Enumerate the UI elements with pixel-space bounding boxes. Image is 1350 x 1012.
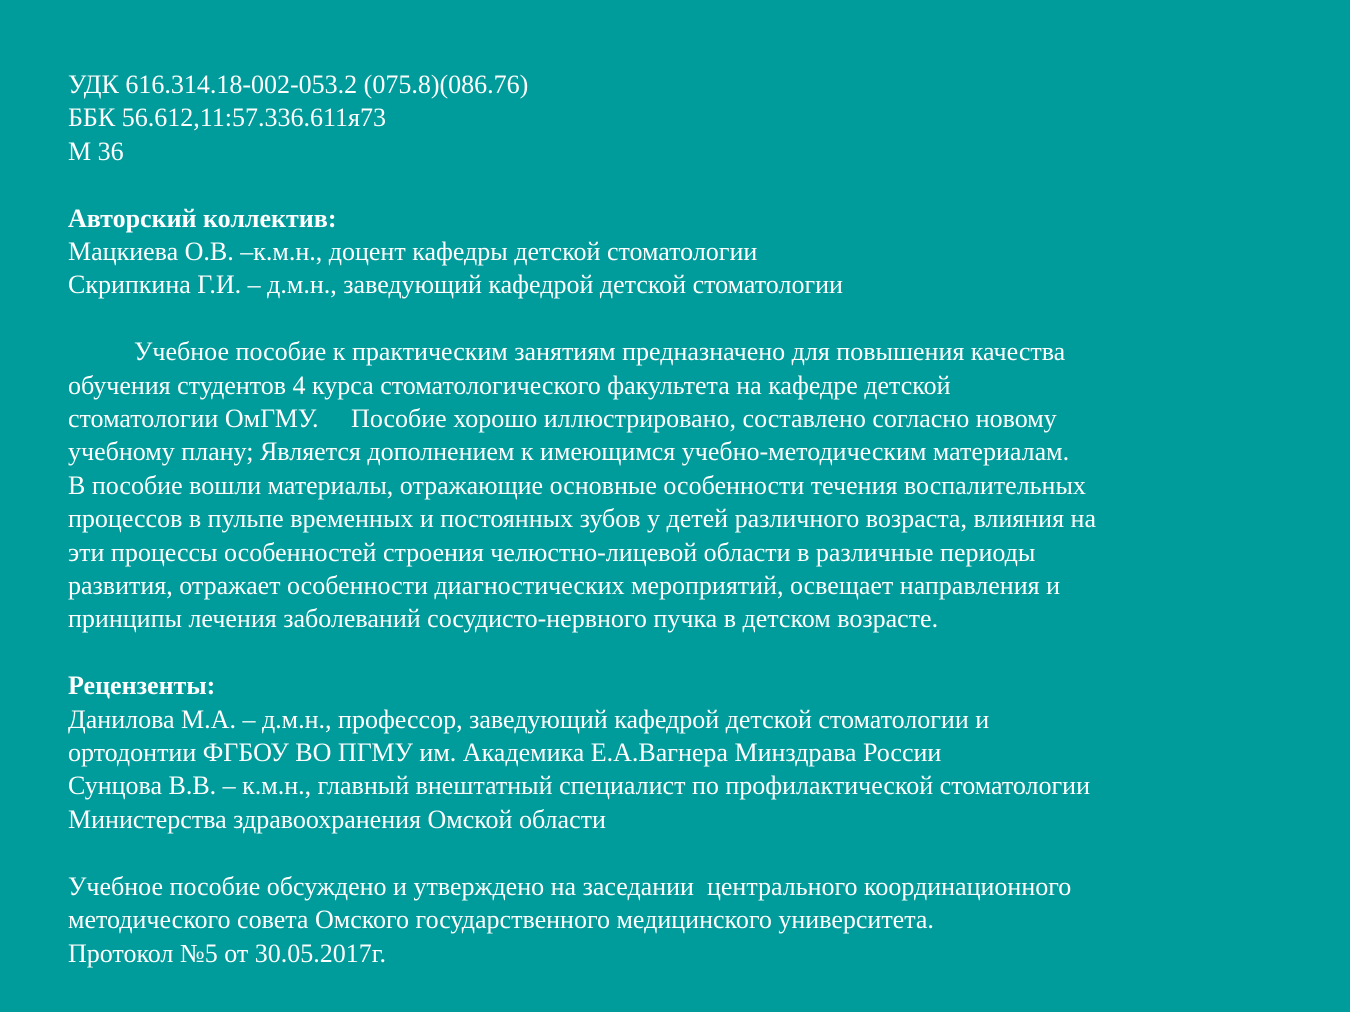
annotation-line: принципы лечения заболеваний сосудисто-нервного пучка в детском возрасте.	[68, 604, 939, 634]
annotation-line: эти процессы особенностей строения челюстно-лицевой области в различные периоды	[68, 537, 1036, 567]
spacer	[68, 168, 1350, 201]
annotation-line: учебному плану; Является дополнением к имеющимся учебно-методическим материалам.	[68, 437, 1070, 467]
annotation-line: процессов в пульпе временных и постоянных зубов у детей различного возраста, влияния на	[68, 504, 1096, 534]
authors-heading: Авторский коллектив:	[68, 203, 337, 233]
author-mark: М 36	[68, 136, 124, 166]
classification-block	[68, 68, 1350, 168]
annotation-block	[68, 335, 1350, 636]
reviewer-line: Министерства здравоохранения Омской области	[68, 804, 606, 834]
protocol-line: Протокол №5 от 30.05.2017г.	[68, 938, 386, 968]
reviewer-line: Сунцова В.В. – к.м.н., главный внештатный специалист по профилактической стоматологии	[68, 771, 1090, 801]
spacer	[68, 836, 1350, 869]
annotation-line: обучения студентов 4 курса стоматологического факультета на кафедре детской	[68, 370, 951, 400]
approval-block	[68, 870, 1350, 970]
spacer	[68, 302, 1350, 335]
author-line: Мацкиева О.В. –к.м.н., доцент кафедры детской стоматологии	[68, 237, 758, 267]
udk-code: УДК 616.314.18-002-053.2 (075.8)(086.76)	[68, 70, 529, 99]
approval-line: Учебное пособие обсуждено и утверждено на заседании центрального координационного	[68, 871, 1072, 901]
authors-block	[68, 202, 1350, 302]
author-line: Скрипкина Г.И. – д.м.н., заведующий кафедрой детской стоматологии	[68, 270, 843, 300]
bbk-code: ББК 56.612,11:57.336.611я73	[68, 103, 386, 133]
reviewer-line: Данилова М.А. – д.м.н., профессор, заведующий кафедрой детской стоматологии и	[68, 704, 990, 734]
annotation-line: Учебное пособие к практическим занятиям предназначено для повышения качества	[134, 337, 1066, 367]
annotation-line: стоматологии ОмГМУ. Пособие хорошо иллюстрировано, составлено согласно новому	[68, 404, 1057, 434]
reviewer-line: ортодонтии ФГБОУ ВО ПГМУ им. Академика Е.А.Вагнера Минздрава России	[68, 738, 942, 768]
reviewers-heading: Рецензенты:	[68, 671, 216, 701]
annotation-line: В пособие вошли материалы, отражающие основные особенности течения воспалительных	[68, 470, 1086, 500]
annotation-line: развития, отражает особенности диагностических мероприятий, освещает направления и	[68, 571, 1060, 601]
spacer	[68, 636, 1350, 669]
approval-line: методического совета Омского государственного медицинского университета.	[68, 905, 934, 935]
reviewers-block	[68, 669, 1350, 836]
